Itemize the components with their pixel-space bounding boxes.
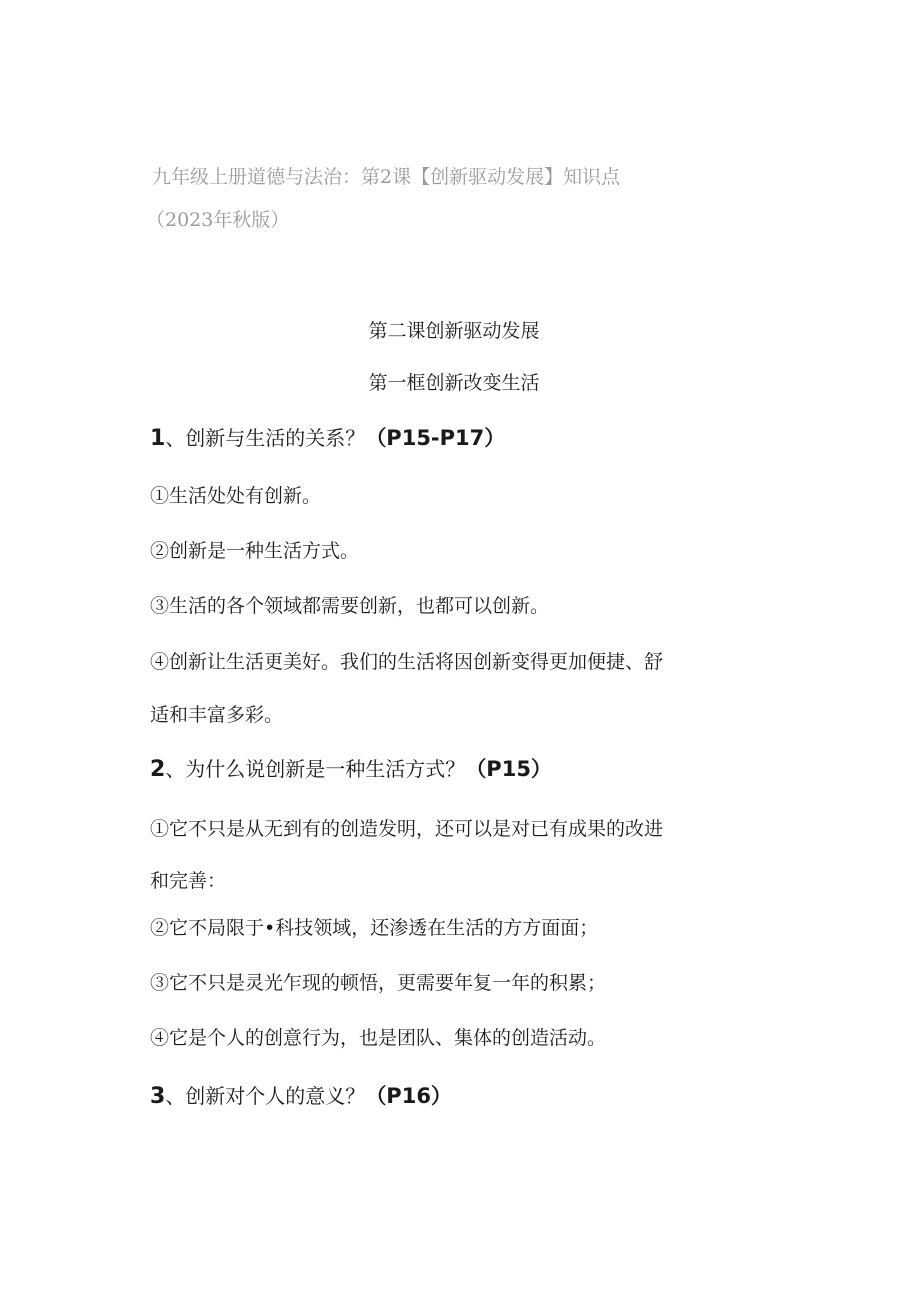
answer-point-continued: 适和丰富多彩。 xyxy=(150,704,284,726)
question-3-heading xyxy=(150,1084,452,1109)
document-edition: （2023年秋版） xyxy=(146,209,290,231)
answer-point: ①它不只是从无到有的创造发明，还可以是对已有成果的改进 xyxy=(150,818,664,840)
lesson-title: 第二课创新驱动发展 xyxy=(368,320,540,342)
answer-point: ④创新让生活更美好。我们的生活将因创新变得更加便捷、舒 xyxy=(150,651,664,673)
question-number: 1 xyxy=(150,426,166,451)
question-2-heading xyxy=(150,757,552,782)
page-reference: （P15-P17） xyxy=(365,426,506,450)
page-reference: （P16） xyxy=(365,1084,452,1108)
answer-point: ②它不局限于•科技领域，还渗透在生活的方方面面； xyxy=(150,917,599,939)
question-text: 、创新对个人的意义？ xyxy=(165,1084,366,1108)
question-number: 2 xyxy=(150,757,166,782)
answer-point: ③生活的各个领域都需要创新，也都可以创新。 xyxy=(150,595,550,617)
question-text: 、创新与生活的关系？ xyxy=(165,426,366,450)
answer-point: ②创新是一种生活方式。 xyxy=(150,540,360,562)
answer-point: ③它不只是灵光乍现的顿悟，更需要年复一年的积累； xyxy=(150,972,607,994)
question-1-heading xyxy=(150,426,505,451)
document-title: 九年级上册道德与法治：第2课【创新驱动发展】知识点 xyxy=(152,166,621,188)
question-text: 、为什么说创新是一种生活方式？ xyxy=(165,757,466,781)
section-title: 第一框创新改变生活 xyxy=(368,372,540,394)
page-reference: （P15） xyxy=(465,757,552,781)
answer-point-continued: 和完善： xyxy=(150,870,227,892)
answer-point: ①生活处处有创新。 xyxy=(150,485,322,507)
question-number: 3 xyxy=(150,1084,166,1109)
answer-point: ④它是个人的创意行为，也是团队、集体的创造活动。 xyxy=(150,1027,607,1049)
